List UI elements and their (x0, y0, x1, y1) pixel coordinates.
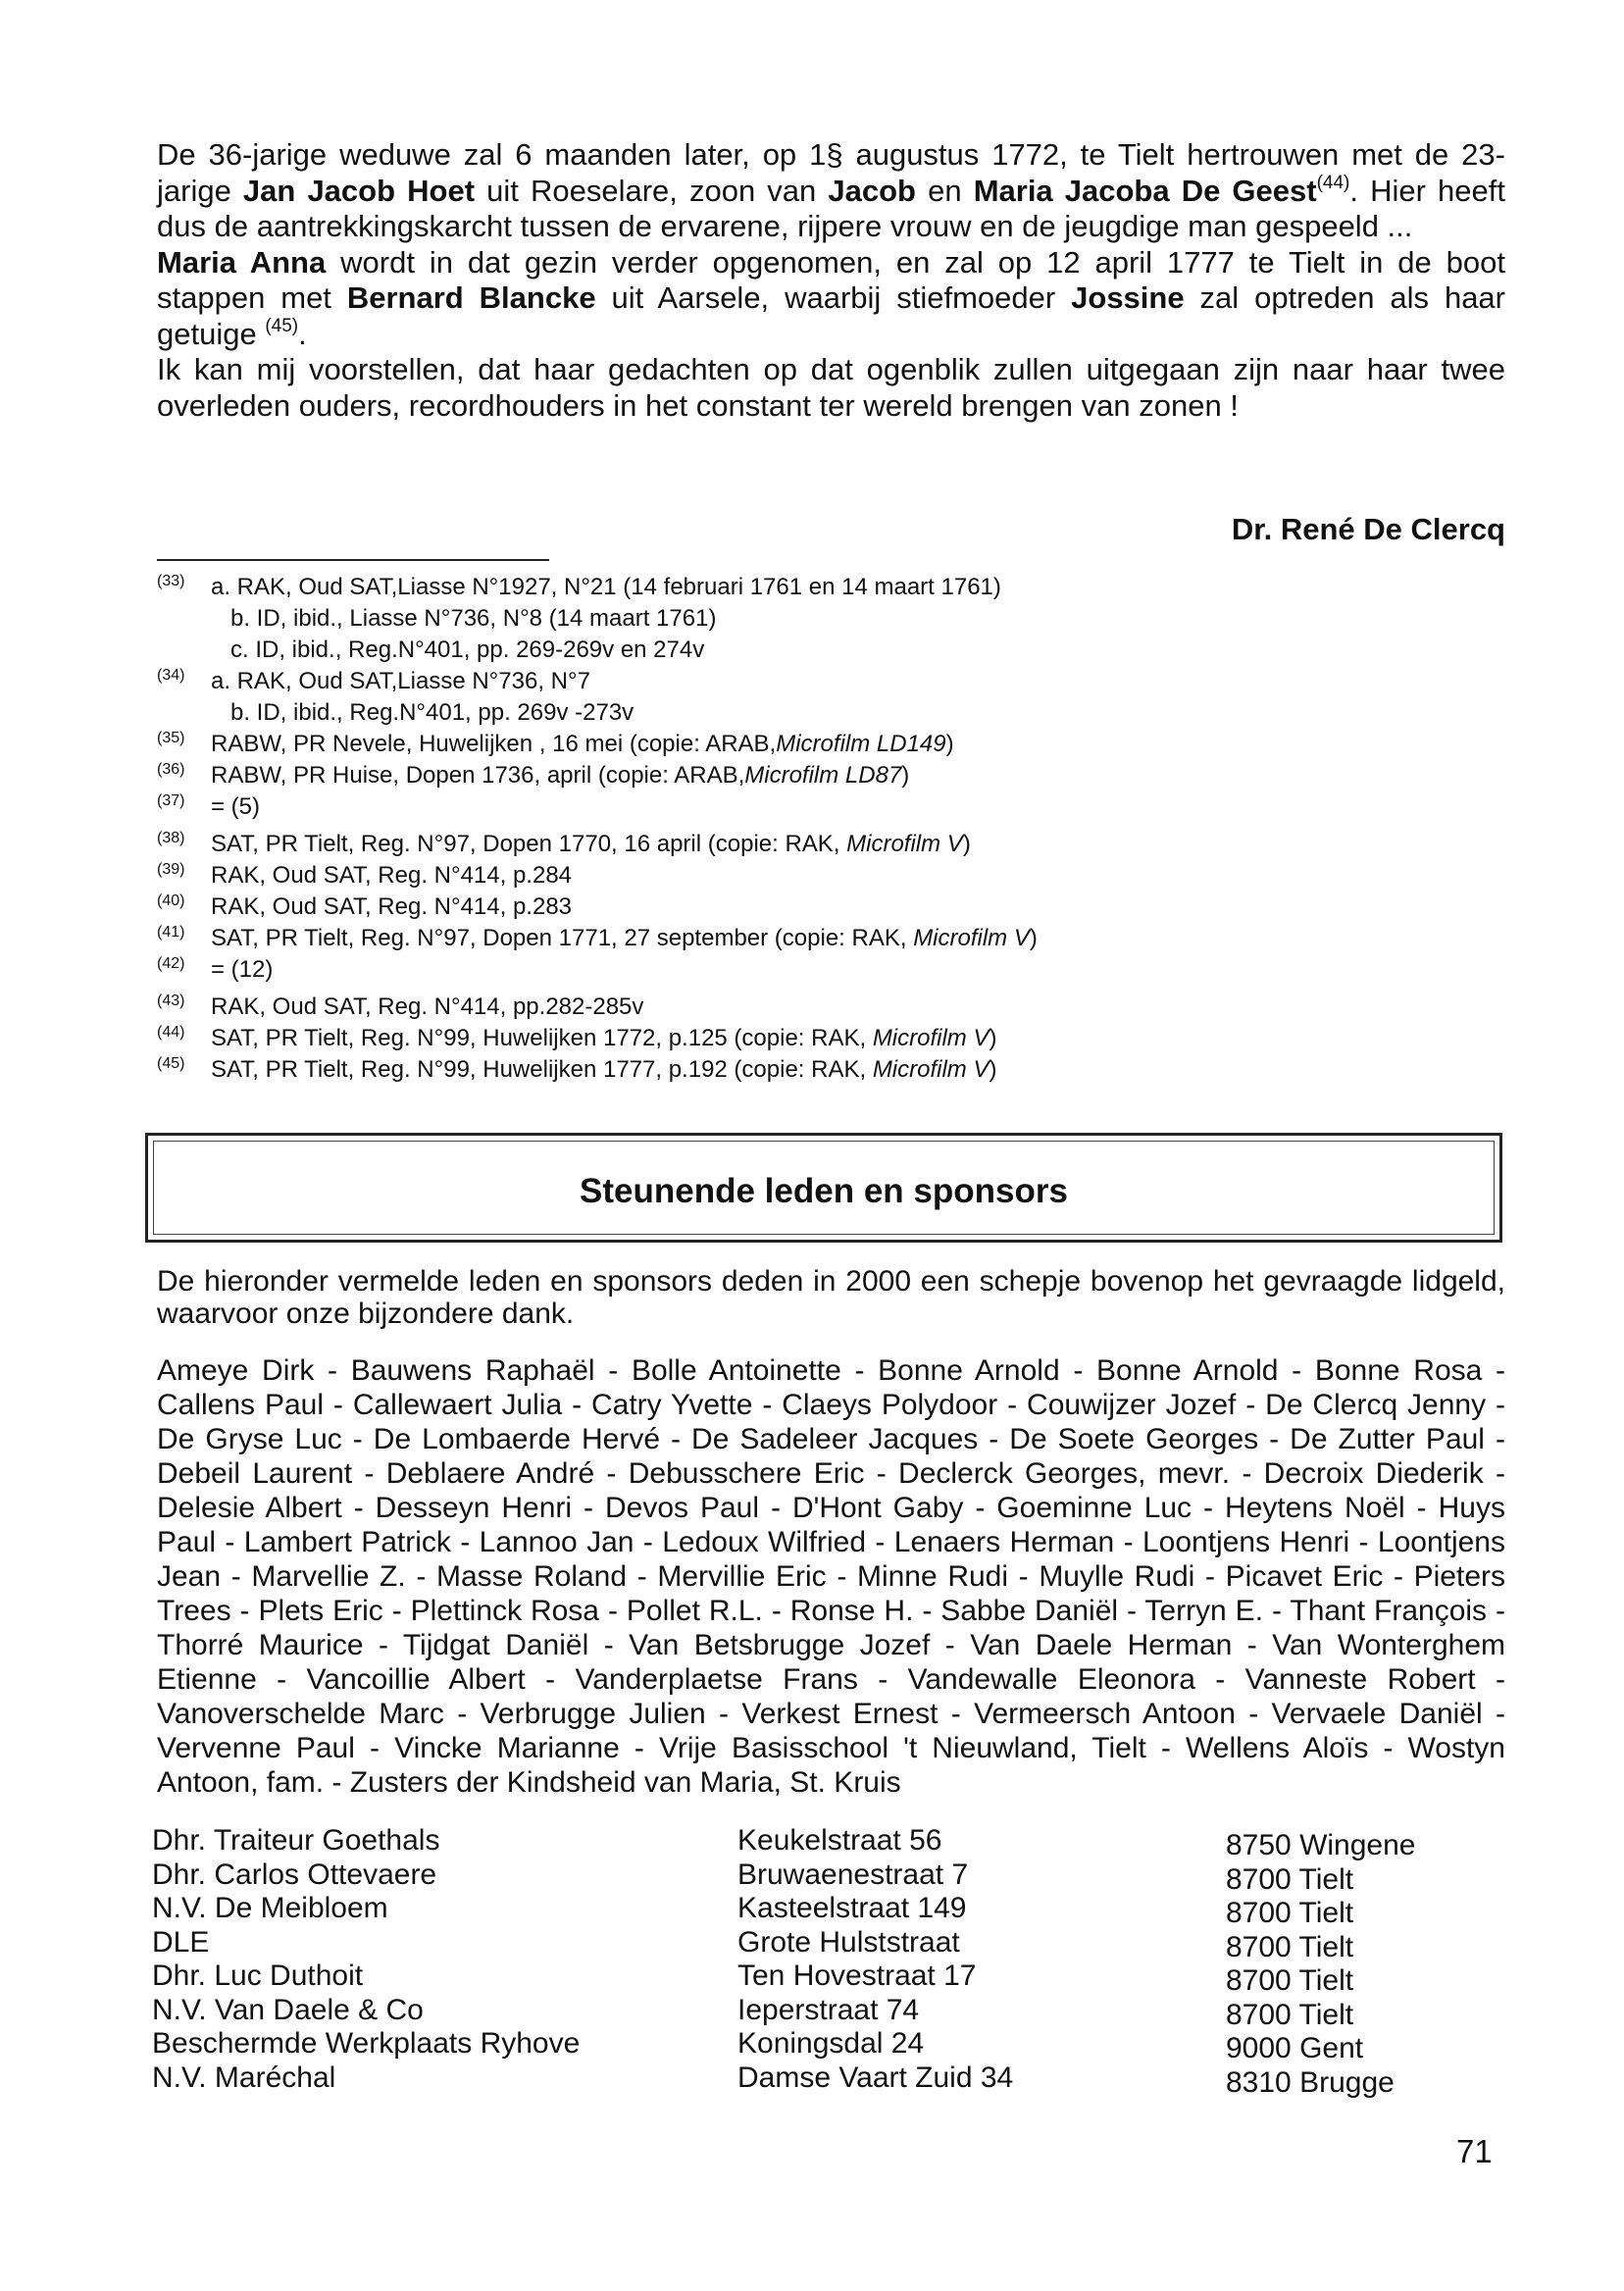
footnote-end: ) (945, 731, 954, 757)
sponsor-name: Dhr. Traiteur Goethals (152, 1824, 440, 1857)
sponsor-city: 8700 Tielt (1226, 1862, 1354, 1896)
footnote-text: a. RAK, Oud SAT,Liasse N°1927, N°21 (14 februari 1761 en 14 maart 1761) (211, 574, 1001, 600)
footnote-number: (42) (157, 955, 185, 972)
footnote-text: RAK, Oud SAT, Reg. N°414, pp.282-285v (211, 993, 644, 1020)
intro-paragraph-1 (157, 137, 1505, 245)
member-names-text: Ameye Dirk - Bauwens Raphaël - Bolle Antoinette - Bonne Arnold - Bonne Arnold - Bonne Rosa - Callens Paul - Callewaert Julia - Catry Yvette - Claeys Polydoor - Couwijzer Jozef - De Clercq Jenny - De Gryse Luc - De Lombaerde Hervé - De Sadeleer Jacques - De Soete Georges - De Zutter Paul - Debeil Laurent - Deblaere André - Debusschere Eric - Declerck Georges, mevr. - Decroix Diederik - Delesie Albert - Desseyn Henri - Devos Paul - D'Hont Gaby - Goeminne Luc - Heytens Noël - Huys Paul - Lambert Patrick - Lannoo Jan - Ledoux Wilfried - Lenaers Herman - Loontjens Henri - Loontjens Jean - Marvellie Z. - Masse Roland - Mervillie Eric - Minne Rudi - Muylle Rudi - Picavet Eric - Pieters Trees - Plets Eric - Plettinck Rosa - Pollet R.L. - Ronse H. - Sabbe Daniël - Terryn E. - Thant François - Thorré Maurice - Tijdgat Daniël - Van Betsbrugge Jozef - Van Daele Herman - Van Wonterghem Etienne - Vancoillie Albert - Vanderplaetse Frans - Vandewalle Eleonora - Vanneste Robert - Vanoverschelde Marc - Verbrugge Julien - Verkest Ernest - Vermeersch Antoon - Vervaele Daniël - Vervenne Paul - Vincke Marianne - Vrije Basisschool 't Nieuwland, Tielt - Wellens Aloïs - Wostyn Antoon, fam. - Zusters der Kindsheid van Maria, St. Kruis (157, 1354, 1505, 1799)
footnote-italic: Microfilm V (846, 831, 963, 857)
text-run: zal optreden als haar getuige (157, 280, 1505, 351)
footnote-number: (43) (157, 993, 185, 1009)
sponsor-name: Beschermde Werkplaats Ryhove (152, 2027, 581, 2060)
sponsor-name: Dhr. Luc Duthoit (152, 1960, 364, 1992)
section-heading-frame (153, 1141, 1495, 1235)
text-run: wordt in dat gezin verder opgenomen, en zal op 12 april 1777 te Tielt in de boot stappen met (157, 244, 1505, 315)
sponsor-street: Ten Hovestraat 17 (737, 1960, 977, 1992)
footnote-text: a. RAK, Oud SAT,Liasse N°736, N°7 (211, 668, 590, 694)
footnote-end: ) (962, 831, 971, 857)
footnote-text: RAK, Oud SAT, Reg. N°414, p.283 (211, 893, 573, 920)
footnote-text: b. ID, ibid., Reg.N°401, pp. 269v -273v (230, 699, 634, 726)
footnote-item (157, 760, 1505, 791)
footnote-text: b. ID, ibid., Liasse N°736, N°8 (14 maart 1761) (230, 605, 717, 632)
author-signature: Dr. René De Clercq (1231, 512, 1505, 546)
footnote-text: c. ID, ibid., Reg.N°401, pp. 269-269v en 274v (230, 636, 705, 663)
footnote-item (157, 891, 1505, 923)
person-name: Bernard Blancke (346, 280, 596, 315)
footnote-italic: Microfilm V (913, 925, 1030, 951)
footnote-text: SAT, PR Tielt, Reg. N°97, Dopen 1770, 16 april (copie: RAK, (211, 831, 847, 857)
sponsor-names-column (152, 1824, 580, 2095)
footnote-end: ) (989, 1056, 997, 1083)
sponsor-name: Dhr. Carlos Ottevaere (152, 1858, 437, 1891)
footnote-italic: Microfilm LD87 (744, 762, 902, 789)
sponsor-city: 9000 Gent (1226, 2032, 1364, 2064)
footnote-text: = (12) (211, 956, 274, 983)
footnote-text: RAK, Oud SAT, Reg. N°414, p.284 (211, 862, 573, 889)
footnote-number: (36) (157, 761, 185, 778)
footnote-text: SAT, PR Tielt, Reg. N°99, Huwelijken 1772, p.125 (copie: RAK, (211, 1025, 873, 1051)
footnote-italic: Microfilm V (872, 1025, 990, 1051)
footnote-number: (35) (157, 730, 185, 746)
person-name: Maria Jacoba De Geest (973, 173, 1317, 208)
person-name: Jacob (828, 173, 916, 208)
sponsor-cities-column (1226, 1829, 1415, 2100)
footnote-number: (34) (157, 667, 185, 684)
footnote-text: SAT, PR Tielt, Reg. N°97, Dopen 1771, 27 september (copie: RAK, (211, 925, 914, 951)
sponsor-street: Grote Hulststraat (737, 1925, 960, 1959)
sponsor-name: N.V. De Meibloem (152, 1892, 388, 1924)
text-run: . (298, 316, 307, 351)
footnotes-list (157, 572, 1505, 1086)
intro-paragraph-2 (157, 245, 1505, 353)
sponsor-city: 8700 Tielt (1226, 1930, 1354, 1963)
text-run: De 36-jarige weduwe zal 6 maanden later, op 1§ augustus 1772, te Tielt hertrouwen met de 23-jarige (157, 137, 1505, 208)
footnote-divider (157, 559, 549, 561)
footnote-number: (41) (157, 924, 185, 941)
footnote-item (157, 666, 1505, 697)
footnote-reference: (44) (1316, 172, 1350, 193)
footnote-item (157, 992, 1505, 1023)
footnote-item (157, 1023, 1505, 1054)
sponsor-street: Kasteelstraat 149 (737, 1892, 967, 1924)
sponsor-street: Bruwaenestraat 7 (737, 1858, 969, 1891)
sponsor-intro-text: De hieronder vermelde leden en sponsors deden in 2000 een schepje bovenop het gevraagde lidgeld, waarvoor onze bijzondere dank. (157, 1265, 1505, 1330)
footnote-item (157, 697, 1505, 729)
footnote-number: (38) (157, 830, 185, 846)
footnote-item (157, 791, 1505, 823)
footnote-number: (45) (157, 1055, 185, 1072)
footnote-item (157, 635, 1505, 666)
text-run: en (916, 173, 974, 208)
sponsor-city: 8310 Brugge (1226, 2065, 1395, 2099)
text-run: uit Roeselare, zoon van (475, 173, 829, 208)
sponsor-city: 8750 Wingene (1226, 1829, 1416, 1861)
sponsor-street: Koningsdal 24 (737, 2027, 925, 2060)
footnote-item (157, 729, 1505, 760)
footnote-end: ) (989, 1025, 997, 1051)
sponsor-street: Ieperstraat 74 (737, 1993, 920, 2026)
section-heading: Steunende leden en sponsors (580, 1172, 1068, 1210)
footnote-text: = (5) (211, 793, 261, 820)
footnote-text: RABW, PR Nevele, Huwelijken , 16 mei (copie: ARAB, (211, 731, 777, 757)
sponsor-street: Damse Vaart Zuid 34 (737, 2061, 1014, 2094)
footnote-italic: Microfilm LD149 (776, 731, 946, 757)
footnote-number: (33) (157, 573, 185, 589)
sponsor-name: DLE (152, 1925, 210, 1959)
footnote-number: (39) (157, 861, 185, 878)
person-name: Jossine (1071, 280, 1185, 315)
sponsor-street: Keukelstraat 56 (737, 1824, 942, 1857)
footnote-item (157, 603, 1505, 635)
footnote-item (157, 1054, 1505, 1086)
footnote-text: SAT, PR Tielt, Reg. N°99, Huwelijken 1777, p.192 (copie: RAK, (211, 1056, 873, 1083)
footnote-item (157, 572, 1505, 603)
footnote-item (157, 829, 1505, 860)
section-heading-box (145, 1133, 1502, 1243)
footnote-number: (40) (157, 892, 185, 909)
person-name: Maria Anna (157, 244, 327, 280)
footnote-text: RABW, PR Huise, Dopen 1736, april (copie: ARAB, (211, 762, 745, 789)
intro-paragraph-3: Ik kan mij voorstellen, dat haar gedachten op dat ogenblik zullen uitgegaan zijn naar haar twee overleden ouders, recordhouders in het constant ter wereld brengen van zonen ! (157, 352, 1505, 423)
text-run: . Hier heeft dus de aantrekkingskarcht tussen de ervarene, rijpere vrouw en de jeugdige man gespeeld ... (157, 173, 1505, 243)
sponsor-streets-column (737, 1824, 1013, 2095)
footnote-number: (37) (157, 792, 185, 809)
text-run: uit Aarsele, waarbij stiefmoeder (595, 280, 1072, 315)
page-number: 71 (1456, 2133, 1493, 2169)
sponsor-city: 8700 Tielt (1226, 1998, 1354, 2031)
footnote-item (157, 954, 1505, 986)
sponsor-city: 8700 Tielt (1226, 1897, 1354, 1929)
intro-text (157, 137, 1505, 424)
footnote-italic: Microfilm V (872, 1056, 990, 1083)
sponsor-city: 8700 Tielt (1226, 1964, 1354, 1997)
sponsor-name: N.V. Van Daele & Co (152, 1993, 424, 2026)
footnote-number: (44) (157, 1024, 185, 1041)
person-name: Jan Jacob Hoet (242, 173, 476, 208)
sponsor-name: N.V. Maréchal (152, 2061, 336, 2094)
footnote-item (157, 860, 1505, 891)
footnote-reference: (45) (265, 315, 299, 336)
footnote-item (157, 923, 1505, 954)
member-names (157, 1353, 1505, 1800)
footnote-end: ) (1029, 925, 1038, 951)
sponsor-intro (157, 1265, 1505, 1330)
footnote-end: ) (901, 762, 910, 789)
